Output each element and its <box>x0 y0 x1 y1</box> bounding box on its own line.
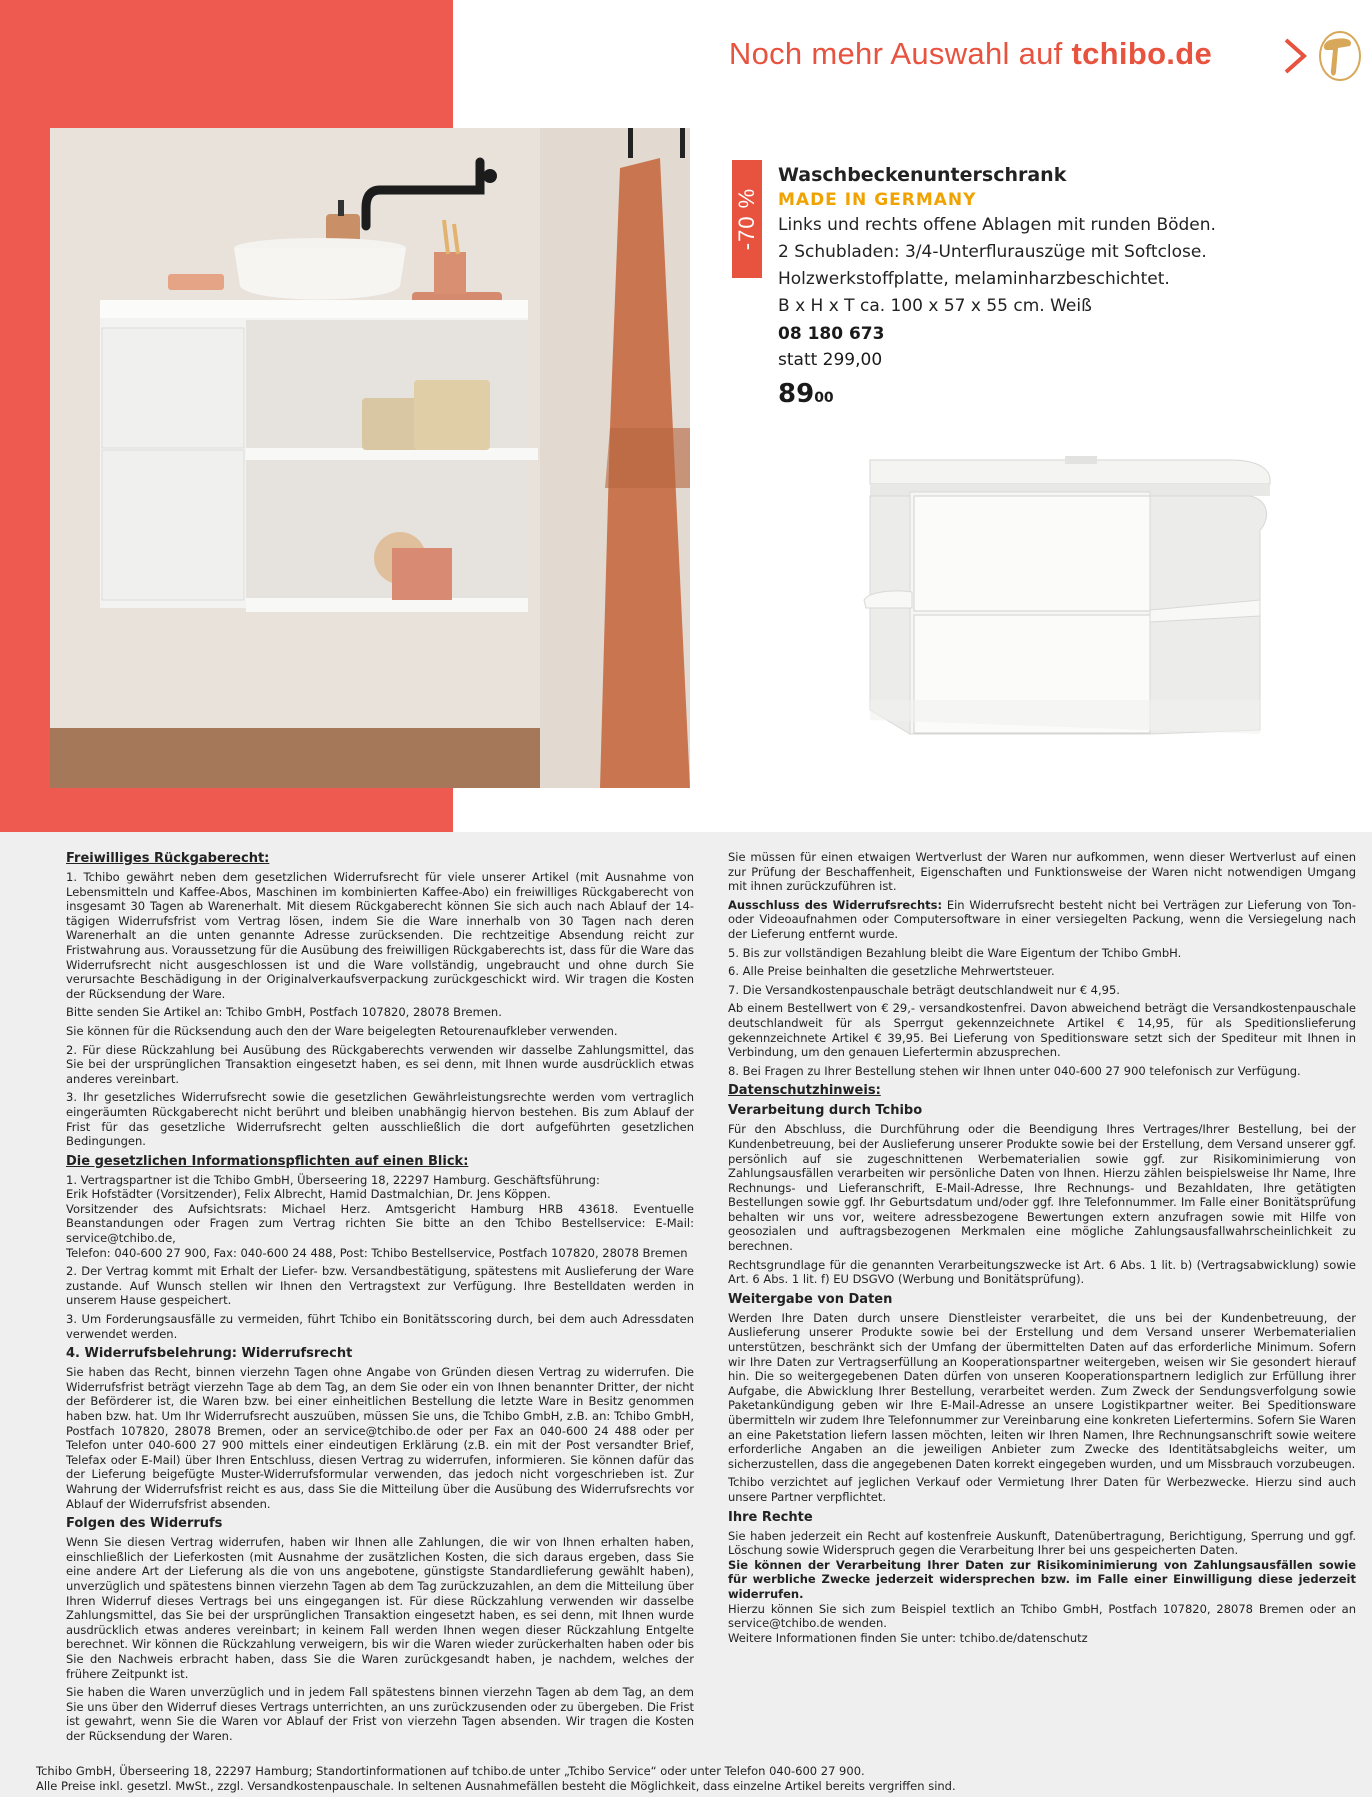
product-desc-2: 2 Schubladen: 3/4-Unterflurauszüge mit Softclose. <box>778 242 1207 262</box>
heading-processing: Verarbeitung durch Tchibo <box>728 1103 923 1119</box>
product-section <box>0 0 1372 832</box>
heading-return-policy: Freiwilliges Rückgaberecht: <box>66 851 270 866</box>
heading-withdrawal-consequences: Folgen des Widerrufs <box>66 1516 223 1532</box>
shop-link-prefix: Noch mehr Auswahl auf <box>728 36 1072 71</box>
legal-paragraph: Ab einem Bestellwert von € 29,- versandkostenfrei. Davon abweichend beträgt die Versandkostenpauschale deutschlandweit für als Sperrgut gekennzeichnete Artikel € 14,95, für als Speditionslieferung gekennzeichnete Artikel € 39,95. Bei Lieferung von Speditionsware setzt sich der Spediteur mit Ihnen in Verbindung, um den genauen Liefertermin abzusprechen. <box>728 1001 1356 1060</box>
heading-data-sharing: Weitergabe von Daten <box>728 1291 893 1307</box>
legal-paragraph: 2. Der Vertrag kommt mit Erhalt der Liefer- bzw. Versandbestätigung, spätestens mit Auslieferung der Ware zustande. Auf Wunsch stellen wir Ihnen den Vertragstext zur Verfügung. Ihre Bestelldaten werden in unserem Hause gespeichert. <box>66 1264 694 1308</box>
legal-paragraph: 5. Bis zur vollständigen Bezahlung bleibt die Ware Eigentum der Tchibo GmbH. <box>728 945 1182 960</box>
legal-paragraph: 6. Alle Preise beinhalten die gesetzliche Mehrwertsteuer. <box>728 964 1055 979</box>
legal-section <box>0 832 1372 1797</box>
privacy-link-line[interactable]: Weitere Informationen finden Sie unter: tchibo.de/datenschutz <box>728 1630 1088 1645</box>
exclusion-label: Ausschluss des Widerrufsrechts: <box>728 897 943 912</box>
price-main: 89 <box>778 379 815 409</box>
current-price <box>778 376 1278 412</box>
legal-column-right <box>728 832 1356 1649</box>
bathroom-photo <box>50 128 690 788</box>
tchibo-bean-logo <box>1316 26 1364 84</box>
legal-paragraph <box>728 898 1356 942</box>
footer-line-2: Alle Preise inkl. gesetzl. MwSt., zzgl. Versandkostenpauschale. In seltenen Ausnahmefällen besteht die Möglichkeit, dass einzelne Artikel bereits vergriffen sind. <box>36 1778 956 1793</box>
legal-paragraph: Sie haben das Recht, binnen vierzehn Tagen ohne Angabe von Gründen diesen Vertrag zu widerrufen. Die Widerrufsfrist beträgt vierzehn Tage ab dem Tag, an dem Sie oder ein von Ihnen benannter Dritter, der nicht der Beförderer ist, die Waren bzw. bei einer einheitlichen Bestellung die letzte Ware in Besitz genommen haben bzw. hat. Um Ihr Widerrufsrecht auszuüben, müssen Sie uns, die Tchibo GmbH, z.B. an: Tchibo GmbH, Postfach 107820, 28078 Bremen, oder an service@tchibo.de oder per Fax an 040-600 24 488 oder per Telefon unter 040-600 27 900 mittels einer eindeutigen Erklärung (z.B. ein mit der Post versandter Brief, Telefax oder E-Mail) über Ihren Entschluss, diesen Vertrag zu widerrufen, informieren. Sie können dafür das der Lieferung beigefügte Muster-Widerrufsformular verwenden, das jedoch nicht vorgeschrieben ist. Zur Wahrung der Widerrufsfrist reicht es aus, dass Sie die Mitteilung über die Ausübung des Widerrufsrechts vor Ablauf der Widerrufsfrist absenden. <box>66 1365 694 1511</box>
legal-paragraph: 3. Um Forderungsausfälle zu vermeiden, führt Tchibo ein Bonitätsscoring durch, bei dem auch Adressdaten verwendet werden. <box>66 1312 694 1341</box>
legal-paragraph: Erik Hofstädter (Vorsitzender), Felix Albrecht, Hamid Dastmalchian, Dr. Jens Köppen. <box>66 1187 551 1202</box>
legal-paragraph: Hierzu können Sie sich zum Beispiel textlich an Tchibo GmbH, Postfach 107820, 28078 Bremen oder an service@tchibo.de wenden. <box>728 1601 1356 1631</box>
product-name: Waschbeckenunterschrank <box>778 164 1067 186</box>
legal-column-left <box>66 832 694 1747</box>
product-info <box>778 162 1278 412</box>
legal-paragraph: Sie müssen für einen etwaigen Wertverlust der Waren nur aufkommen, wenn dieser Wertverlust auf einen zur Prüfung der Beschaffenheit, Eigenschaften und Funktionsweise der Waren nicht notwendigen Umgang mit ihnen zurückzuführen ist. <box>728 850 1356 894</box>
heading-your-rights: Ihre Rechte <box>728 1509 813 1525</box>
price-cents: 00 <box>814 390 834 406</box>
legal-paragraph: 1. Vertragspartner ist die Tchibo GmbH, Überseering 18, 22297 Hamburg. Geschäftsführung: <box>66 1172 600 1187</box>
legal-paragraph: Vorsitzender des Aufsichtsrats: Michael Herz. Amtsgericht Hamburg HRB 43618. Eventuelle Beanstandungen oder Fragen zum Vertrag richten Sie bitte an den Tchibo Bestellservice: E-Mail: service@tchibo.de, <box>66 1201 694 1246</box>
product-image <box>860 440 1280 740</box>
legal-paragraph: Sie haben jederzeit ein Recht auf kostenfreie Auskunft, Datenübertragung, Berichtigung, Sperrung und ggf. Löschung sowie Widerspruch gegen die Verarbeitung Ihrer bei uns gespeicherten Daten. <box>728 1528 1356 1558</box>
heading-info-duties: Die gesetzlichen Informationspflichten auf einen Blick: <box>66 1153 469 1169</box>
footer <box>36 1764 1336 1793</box>
legal-paragraph: Bitte senden Sie Artikel an: Tchibo GmbH, Postfach 107820, 28078 Bremen. <box>66 1005 502 1020</box>
legal-paragraph: Telefon: 040-600 27 900, Fax: 040-600 24 488, Post: Tchibo Bestellservice, Postfach 107820, 28078 Bremen <box>66 1245 688 1260</box>
legal-paragraph: Tchibo verzichtet auf jeglichen Verkauf oder Vermietung Ihrer Daten für Werbezwecke. Hierzu sind auch unsere Partner verpflichtet. <box>728 1475 1356 1504</box>
legal-paragraph: 8. Bei Fragen zu Ihrer Bestellung stehen wir Ihnen unter 040-600 27 900 telefonisch zur Verfügung. <box>728 1063 1301 1078</box>
legal-paragraph-bold: Sie können der Verarbeitung Ihrer Daten zur Risikominimierung von Zahlungsausfällen sowie für werbliche Zwecke jederzeit widersprechen bzw. im Falle einer Einwilligung diese jederzeit widerrufen. <box>728 1557 1356 1601</box>
discount-badge <box>732 160 762 278</box>
shop-link-domain: tchibo.de <box>1071 36 1212 71</box>
article-number: 08 180 673 <box>778 324 885 344</box>
legal-paragraph: 3. Ihr gesetzliches Widerrufsrecht sowie die gesetzlichen Gewährleistungsrechte werden vom vertraglich eingeräumten Rückgaberecht nicht berührt und bleiben unabhängig hiervon bestehen. Bis zum Ablauf der Frist für das gesetzliche Widerrufsrecht gelten ausschließlich die dort aufgeführten gesetzlichen Bedingungen. <box>66 1090 694 1149</box>
legal-paragraph: 7. Die Versandkostenpauschale beträgt deutschlandweit nur € 4,95. <box>728 982 1120 997</box>
footer-line-1: Tchibo GmbH, Überseering 18, 22297 Hamburg; Standortinformationen auf tchibo.de unter „Tchibo Service“ oder unter Telefon 040-600 27 900. <box>36 1764 865 1778</box>
product-dimensions: B x H x T ca. 100 x 57 x 55 cm. Weiß <box>778 296 1092 316</box>
product-desc-1: Links und rechts offene Ablagen mit runden Böden. <box>778 215 1216 235</box>
legal-paragraph: Sie haben die Waren unverzüglich und in jedem Fall spätestens binnen vierzehn Tagen ab dem Tag, an dem Sie uns über den Widerruf dieses Vertrags unterrichten, an uns zurückzusenden oder zu übergeben. Die Frist ist gewahrt, wenn Sie die Waren vor Ablauf der Frist von vierzehn Tagen absenden. Wir tragen die Kosten der Rücksendung der Waren. <box>66 1685 694 1743</box>
heading-withdrawal-right: 4. Widerrufsbelehrung: Widerrufsrecht <box>66 1346 353 1362</box>
made-in-label: MADE IN GERMANY <box>778 190 977 210</box>
old-price: statt 299,00 <box>778 350 883 370</box>
legal-paragraph: Wenn Sie diesen Vertrag widerrufen, haben wir Ihnen alle Zahlungen, die wir von Ihnen erhalten haben, einschließlich der Lieferkosten (mit Ausnahme der zusätzlichen Kosten, die sich daraus ergeben, dass Sie eine andere Art der Lieferung als die von uns angebotene, günstigste Standardlieferung gewählt haben), unverzüglich und spätestens binnen vierzehn Tagen ab dem Tag zurückzuzahlen, an dem die Mitteilung über Ihren Widerruf dieses Vertrags bei uns eingegangen ist. Für diese Rückzahlung verwenden wir dasselbe Zahlungsmittel, das Sie bei der ursprünglichen Transaktion eingesetzt haben, es sei denn, mit Ihnen wurde ausdrücklich etwas anderes vereinbart; in keinem Fall werden Ihnen wegen dieser Rückzahlung Entgelte berechnet. Wir können die Rückzahlung verweigern, bis wir die Waren wieder zurückerhalten haben oder bis Sie den Nachweis erbracht haben, dass Sie die Waren zurückgesandt haben, je nachdem, welches der frühere Zeitpunkt ist. <box>66 1535 694 1681</box>
legal-paragraph: 1. Tchibo gewährt neben dem gesetzlichen Widerrufsrecht für viele unserer Artikel (mit Ausnahme von Lebensmitteln und Kaffee-Abos, Maschinen im kombinierten Kaffee-Abo) ein freiwilliges Rückgaberecht von insgesamt 30 Tagen ab Warenerhalt. Mit diesem Rückgaberecht können Sie sich auch nach Ablauf der 14-tägigen Widerrufsfrist vom Vertrag lösen, indem Sie die Ware innerhalb von 30 Tagen nach deren Warenerhalt an die unten genannte Adresse zurücksenden. Die rechtzeitige Absendung reicht zur Fristwahrung aus. Voraussetzung für die Ausübung des freiwilligen Rückgaberechts ist, dass für die Ware das Widerrufsrecht nicht ausgeschlossen ist und die Ware vollständig, ungebraucht und ohne durch Sie verursachte Beschädigung in der Originalverkaufsverpackung zurückgeschickt wird. Wir tragen die Kosten der Rücksendung der Ware. <box>66 870 694 1001</box>
legal-paragraph: Werden Ihre Daten durch unsere Dienstleister verarbeitet, die uns bei der Kundenbetreuung, der Auslieferung unserer Produkte sowie bei der Erstellung und dem Versand unserer Werbematerialien unterstützen, beschränkt sich der Umfang der übermittelten Daten auf das erforderliche Minimum. Sofern wir Ihre Daten zur Vertragserfüllung an Kooperationspartner weitergeben, weisen wir Sie gesondert hierauf hin. Die so weitergegebenen Daten dürfen von unseren Kooperationspartnern lediglich zur Erfüllung ihrer Aufgabe, die Abwicklung Ihrer Bestellung, verarbeitet werden. Zum Zweck der Sendungsverfolgung sowie Paketankündigung geben wir Ihre E-Mail-Adresse an unsere Logistikpartner weiter. Bei Speditionsware übermitteln wir zudem Ihre Telefonnummer zur Vereinbarung eine konkreten Liefertermins. Sofern Sie Waren an eine Paketstation liefern lassen möchten, leiten wir Ihren Namen, Ihre Rechnungsanschrift sowie weitere erforderliche Angaben an die jeweiligen Anbieter zum Zwecke des Identitätsabgleichs weiter, um sicherzustellen, dass die angegebenen Daten korrekt eingegeben wurden, und um Missbrauch vorzubeugen. <box>728 1310 1356 1471</box>
tchibo-shop-link[interactable] <box>729 36 1212 72</box>
exclusion-text: Ein Widerrufsrecht besteht nicht bei Verträgen zur Lieferung von Ton- oder Videoaufnahmen oder Computersoftware in einer versiegelten Packung, wenn die Versiegelung nach der Lieferung entfernt wurde. <box>728 897 1356 941</box>
legal-paragraph: Rechtsgrundlage für die genannten Verarbeitungszwecke ist Art. 6 Abs. 1 lit. b) (Vertragsabwicklung) sowie Art. 6 Abs. 1 lit. f) EU DSGVO (Werbung und Bonitätsprüfung). <box>728 1257 1356 1287</box>
chevron-right-icon[interactable] <box>1282 36 1310 76</box>
legal-paragraph: 2. Für diese Rückzahlung bei Ausübung des Rückgaberechts verwenden wir dasselbe Zahlungsmittel, das Sie bei der ursprünglichen Transaktion eingesetzt haben, es sei denn, mit Ihnen wurde ausdrücklich etwas anderes vereinbart. <box>66 1042 694 1086</box>
legal-paragraph: Für den Abschluss, die Durchführung oder die Beendigung Ihres Vertrages/Ihrer Bestellung, bei der Kundenbetreuung, bei der Auslieferung unserer Produkte sowie bei der Erstellung, dem Versand unserer ggf. persönlich auf sie zugeschnittenen Werbematerialien sowie ggf. zur Risikominimierung von Zahlungsausfällen verarbeiten wir persönliche Daten von Ihnen. Hierzu zählen beispielsweise Ihr Name, Ihre Rechnungs- und Lieferanschrift, E-Mail-Adresse, Ihre Rechnungs- und Bezahldaten, Ihre getätigten Bestellungen sowie ggf. Ihr Geburtsdatum und/oder ggf. Ihre Telefonnummer. Im Falle einer Bonitätsprüfung behalten wir uns vor, weitere adressbezogene Bewertungen extern anzufragen sowie mit Hilfe von geosozialen und auftragsbezogenen Merkmalen eine mögliche Zahlungsausfallwahrscheinlichkeit zu berechnen. <box>728 1122 1356 1254</box>
product-desc-3: Holzwerkstoffplatte, melaminharzbeschichtet. <box>778 269 1170 289</box>
legal-paragraph: Sie können für die Rücksendung auch den der Ware beigelegten Retourenaufkleber verwenden. <box>66 1023 618 1038</box>
discount-badge-text: -70 % <box>734 187 760 251</box>
heading-privacy: Datenschutzhinweis: <box>728 1083 881 1099</box>
